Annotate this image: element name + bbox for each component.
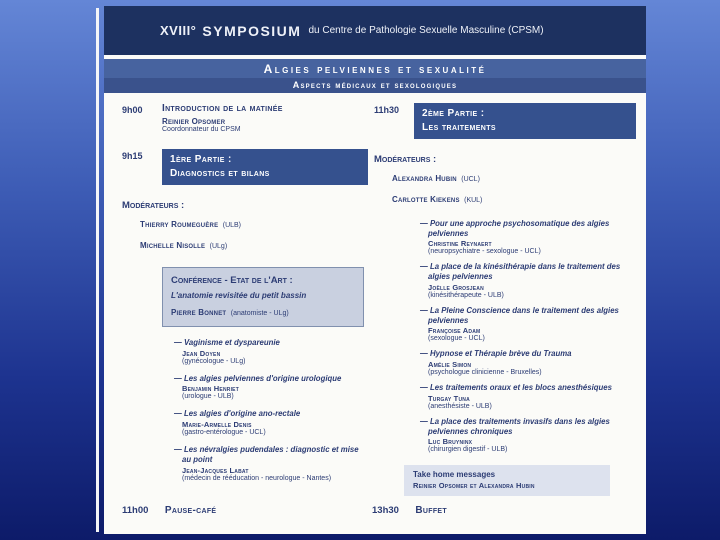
talk-speaker: Amélie Simon [428, 360, 472, 370]
talk-item [174, 409, 368, 436]
talk-speaker: Turgay Tuna [428, 393, 470, 403]
talk-item [174, 445, 368, 481]
moderator-item [392, 189, 636, 207]
morning-column [122, 103, 368, 496]
talk-meta [420, 239, 636, 255]
talk-speaker: Benjamin Henriet [182, 384, 239, 394]
part2-title: 2ème Partie : [422, 108, 485, 119]
talk-speaker: Françoise Adam [428, 326, 481, 336]
moderator-name: Alexandra Hubin [392, 174, 457, 183]
talk-meta [174, 384, 368, 400]
keynote-topic: L'anatomie revisitée du petit bassin [171, 291, 307, 300]
symposium-edition: XVIII° [160, 23, 197, 38]
program-body [104, 93, 646, 496]
talk-title: — La place des traitements invasifs dans les algies pelviennes chroniques [420, 416, 610, 436]
take-home-speakers: Reinier Opsomer et Alexandra Hubin [413, 481, 535, 491]
part1-session [122, 149, 368, 185]
take-home-title: Take home messages [413, 470, 496, 480]
intro-details [162, 103, 283, 133]
talk-affiliation: (neuropsychiatre - sexologue - UCL) [428, 248, 541, 256]
talk-item [174, 374, 368, 401]
coffee-break-label: Pause-café [164, 505, 217, 516]
part2-session [374, 103, 636, 139]
keynote-speaker: Pierre Bonnet [171, 308, 227, 317]
part1-time: 9h15 [122, 151, 143, 161]
talk-speaker: Christine Reynaert [428, 239, 492, 249]
moderator-affiliation: (KUL) [464, 197, 483, 204]
morning-talk-list [174, 338, 368, 482]
talk-meta [420, 283, 636, 299]
moderator-name: Thierry Roumeguère [140, 220, 219, 229]
moderator-item [140, 214, 368, 232]
part1-subtitle: Diagnostics et bilans [170, 167, 270, 179]
intro-session [122, 103, 368, 133]
talk-speaker: Joëlle Grosjean [428, 282, 484, 292]
intro-title: Introduction de la matinée [162, 103, 283, 114]
page-edge-line [96, 8, 99, 532]
moderator-name: Carlotte Kiekens [392, 195, 460, 204]
talk-affiliation: (kinésithérapeute - ULB) [428, 291, 504, 299]
keynote-affiliation: (anatomiste - ULg) [230, 310, 289, 317]
intro-speaker: Reinier Opsomer [162, 117, 226, 126]
talk-title: — Vaginisme et dyspareunie [174, 338, 280, 347]
talk-item [420, 306, 636, 342]
symposium-header [104, 6, 646, 55]
talk-affiliation: (gynécologue - ULg) [182, 357, 246, 365]
theme-subtitle: Aspects médicaux et sexologiques [104, 78, 646, 93]
talk-title: — Les névralgies pudendales : diagnostic et mise au point [174, 445, 359, 464]
talk-speaker: Jean-Jacques Labat [182, 465, 249, 475]
intro-speaker-role: Coordonnateur du CPSM [162, 126, 241, 133]
part2-subtitle: Les traitements [422, 121, 497, 133]
talk-affiliation: (urologue - ULB) [182, 393, 234, 401]
talk-item [420, 219, 636, 255]
morning-moderators [122, 200, 368, 253]
treatments-column [374, 103, 636, 496]
talk-affiliation: (psychologue clinicienne - Bruxelles) [428, 369, 542, 377]
theme-banner [104, 59, 646, 93]
symposium-subtitle: du Centre de Pathologie Sexuelle Masculine (CPSM) [308, 25, 544, 36]
talk-affiliation: (gastro-entérologue - UCL) [182, 429, 266, 437]
moderator-affiliation: (ULB) [222, 222, 242, 229]
talk-title: — Hypnose et Thérapie brève du Trauma [420, 349, 572, 359]
talk-affiliation: (médecin de rééducation - neurologue - Nantes) [182, 474, 332, 482]
talk-speaker: Jean Doyen [182, 348, 221, 358]
coffee-break-time: 11h00 [122, 505, 149, 516]
moderators-label: Modérateurs : [374, 154, 437, 165]
talk-item [420, 349, 636, 376]
buffet-label: Buffet [415, 505, 447, 516]
keynote-box [162, 267, 364, 327]
keynote-speaker-line [171, 302, 355, 320]
talk-item [174, 338, 368, 365]
moderator-item [392, 168, 636, 186]
talk-title: — La place de la kinésithérapie dans le traitement des algies pelviennes [420, 262, 621, 282]
part2-box [414, 103, 636, 139]
program-page [104, 6, 646, 534]
moderator-name: Michelle Nisolle [140, 241, 206, 250]
talk-speaker: Marie-Armelle Denis [182, 420, 252, 430]
talk-meta [420, 437, 636, 453]
talk-affiliation: (anesthésiste - ULB) [428, 402, 492, 410]
part2-time: 11h30 [374, 105, 400, 115]
symposium-title: SYMPOSIUM [202, 22, 302, 39]
talk-meta [174, 420, 368, 436]
treatments-talk-list [420, 219, 636, 453]
talk-item [420, 417, 636, 453]
talk-meta [174, 466, 368, 482]
talk-meta [420, 360, 636, 376]
intro-time: 9h00 [122, 105, 143, 115]
take-home-box [404, 465, 610, 496]
moderators-label: Modérateurs : [122, 200, 185, 211]
talk-meta [420, 326, 636, 342]
buffet-row [372, 500, 447, 518]
afternoon-moderators [374, 154, 636, 207]
talk-item [420, 262, 636, 298]
part1-title: 1ère Partie : [170, 154, 232, 165]
talk-item [420, 383, 636, 410]
talk-title: — Les algies pelviennes d'origine urologique [174, 373, 342, 383]
keynote-title: Conférence - Etat de l'Art : [171, 275, 293, 286]
theme-title: Algies pelviennes et sexualité [104, 59, 646, 78]
coffee-break-row [122, 500, 216, 518]
talk-title: — La Pleine Conscience dans le traitement des algies pelviennes [420, 305, 619, 325]
talk-meta [420, 394, 636, 410]
talk-affiliation: (chirurgien digestif - ULB) [428, 446, 508, 454]
talk-title: — Les algies d'origine ano-rectale [174, 409, 301, 419]
moderator-affiliation: (UCL) [461, 176, 480, 183]
moderator-item [140, 235, 368, 253]
talk-title: — Pour une approche psychosomatique des algies pelviennes [420, 219, 610, 238]
talk-affiliation: (sexologue - UCL) [428, 335, 485, 343]
part1-box [162, 149, 368, 185]
talk-title: — Les traitements oraux et les blocs anesthésiques [420, 383, 612, 393]
talk-meta [174, 349, 368, 365]
moderator-affiliation: (ULg) [209, 243, 228, 250]
buffet-time: 13h30 [372, 505, 399, 516]
talk-speaker: Luc Bruyninx [428, 437, 473, 447]
